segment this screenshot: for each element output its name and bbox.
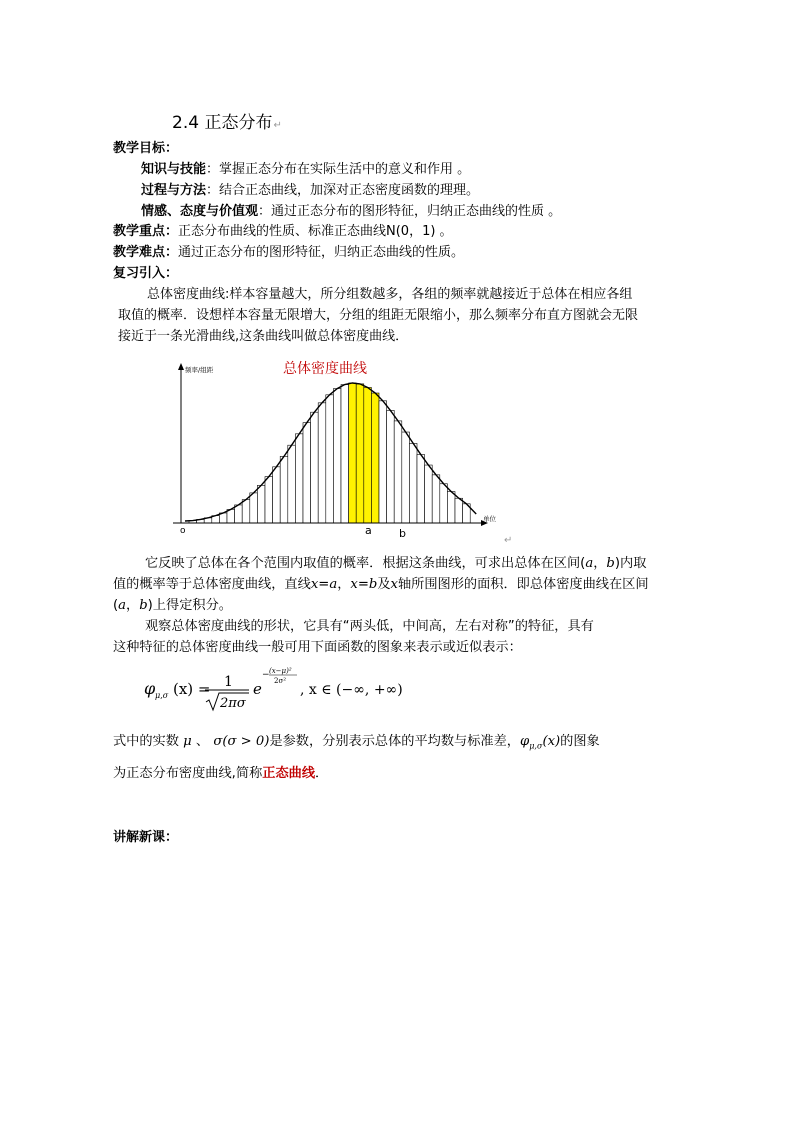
histogram-bars (189, 383, 470, 523)
review-heading: 复习引入： (113, 266, 179, 281)
histogram-bar (273, 467, 281, 523)
histogram-bar (318, 403, 326, 523)
histogram-bar (257, 485, 265, 523)
y-axis-arrow-icon (178, 363, 184, 370)
body-p1-line-1: 它反映了总体在各个范围内取值的概率．根据这条曲线，可求出总体在区间(a，b)内取 (145, 556, 647, 571)
new-lesson-heading: 讲解新课： (113, 830, 179, 845)
histogram-bar (417, 455, 425, 523)
formula-e: e (253, 680, 262, 698)
histogram-bar (440, 484, 448, 523)
objectives-heading: 教学目标： (113, 141, 179, 156)
formula-numerator: 1 (224, 674, 233, 690)
paragraph-mark: ↵ (273, 120, 282, 131)
formula-exp-numerator: (x−μ)² (269, 667, 292, 675)
histogram-bar (425, 465, 433, 523)
histogram-bar (394, 421, 402, 523)
formula-exp-denominator: 2σ² (274, 677, 287, 685)
histogram-bar (227, 509, 235, 523)
histogram-bar (303, 423, 311, 523)
formula-exp-minus: − (262, 670, 270, 680)
histogram-bar (333, 389, 341, 523)
histogram-bar (280, 456, 288, 523)
histogram-bar (288, 445, 296, 523)
highlighted-bar (349, 383, 357, 523)
histogram-bar (250, 493, 258, 523)
key-points: 教学重点：正态分布曲线的性质、标准正态曲线N(0，1) 。 (113, 224, 453, 239)
histogram-bar (311, 412, 319, 523)
histogram-bar (295, 434, 303, 523)
histogram-bar (387, 410, 395, 523)
histogram-bar (235, 505, 243, 523)
body-p1-line-3: (a，b)上得定积分。 (113, 598, 232, 613)
review-line-2: 取值的概率．设想样本容量无限增大，分组的组距无限缩小，那么频率分布直方图就会无限 (118, 308, 639, 323)
chart-title: 总体密度曲线 (283, 361, 367, 377)
formula-subscript: μ,σ (155, 691, 169, 700)
formula-domain: , x ∈ (−∞, +∞) (300, 682, 403, 698)
histogram-bar (409, 443, 417, 523)
histogram-bar (265, 477, 273, 523)
highlighted-bar (364, 387, 372, 523)
histogram-bar (242, 500, 250, 523)
difficulties: 教学难点：通过正态分布的图形特征，归纳正态曲线的性质。 (113, 245, 465, 260)
page-title: 2.4 正态分布↵ (172, 113, 282, 133)
objective-process: 过程与方法：结合正态曲线，加深对正态密度函数的理理。 (141, 183, 480, 198)
body-p2-line-1: 观察总体密度曲线的形状，它具有“两头低，中间高，左右对称”的特征，具有 (145, 619, 594, 634)
formula-denominator: 2πσ (220, 696, 246, 711)
review-line-3: 接近于一条光滑曲线,这条曲线叫做总体密度曲线． (118, 329, 409, 344)
origin-label: o (180, 526, 186, 536)
histogram-bar (447, 492, 455, 523)
review-line-1: 总体密度曲线:样本容量越大，所分组数越多，各组的频率就越接近于总体在相应各组 (147, 287, 633, 302)
objective-attitude: 情感、态度与价值观：通过正态分布的图形特征，归纳正态曲线的性质 。 (141, 204, 562, 219)
body-p2-line-2: 这种特征的总体密度曲线一般可用下面函数的图象来表示或近似表示： (113, 640, 522, 655)
y-axis-label: 频率/组距 (185, 366, 214, 374)
histogram-bar (432, 475, 440, 523)
highlighted-bar (356, 384, 364, 523)
histogram-bar (326, 395, 334, 523)
histogram-bar (402, 432, 410, 523)
body-p1-line-2: 值的概率等于总体密度曲线，直线x=a，x=b及x轴所围图形的面积．即总体密度曲线在区间 (113, 577, 649, 592)
interval-b-label: b (399, 527, 406, 540)
normal-density-formula (143, 664, 403, 714)
x-axis-label: 单位 (483, 515, 496, 523)
body-p3: 式中的实数 μ 、 σ(σ > 0)是参数，分别表示总体的平均数与标准差，$\varphi_{\mu,\sigma}(x)$的图象 (113, 734, 600, 751)
histogram-bar (341, 385, 349, 523)
body-p4: 为正态分布密度曲线,简称正态曲线． (113, 766, 329, 781)
objective-knowledge: 知识与技能：掌握正态分布在实际生活中的意义和作用 。 (141, 162, 471, 177)
normal-curve-term: 正态曲线 (262, 766, 316, 781)
highlighted-bar (371, 393, 379, 523)
formula-phi: φ (144, 679, 156, 698)
interval-a-label: a (365, 524, 372, 537)
density-chart (165, 355, 513, 546)
histogram-bar (455, 498, 463, 523)
histogram-bar (379, 401, 387, 523)
chart-paragraph-mark: ↵ (504, 535, 513, 546)
formula-arg: (x) = (173, 680, 211, 698)
